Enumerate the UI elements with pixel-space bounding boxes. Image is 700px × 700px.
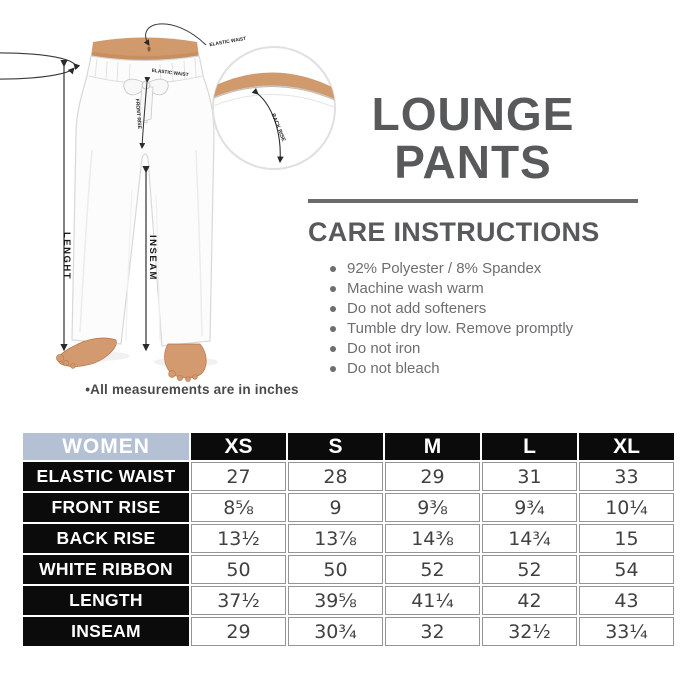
title-line2: PANTS — [394, 136, 552, 188]
size-value-cell: 37½ — [191, 586, 286, 615]
care-item-text: Machine wash warm — [347, 280, 484, 297]
row-label: FRONT RISE — [23, 493, 189, 522]
size-column-header: S — [288, 433, 383, 460]
care-item — [330, 341, 638, 356]
size-value-cell: 30¾ — [288, 617, 383, 646]
feet — [56, 338, 206, 382]
bullet-icon — [330, 366, 336, 372]
size-table-header — [23, 433, 674, 460]
size-value-cell: 50 — [191, 555, 286, 584]
elastic-waist-measure-line — [0, 53, 74, 79]
size-column-header: L — [482, 433, 577, 460]
care-item-text: Do not iron — [347, 340, 421, 357]
size-value-cell: 42 — [482, 586, 577, 615]
size-table-body — [23, 462, 674, 646]
care-item — [330, 321, 638, 336]
care-item — [330, 261, 638, 276]
bullet-icon — [330, 326, 336, 332]
care-item — [330, 361, 638, 376]
table-row — [23, 462, 674, 491]
pants-illustration — [0, 0, 350, 415]
table-row — [23, 524, 674, 553]
size-value-cell: 50 — [288, 555, 383, 584]
navel — [147, 46, 150, 51]
size-value-cell: 10¼ — [579, 493, 674, 522]
size-value-cell: 8⅝ — [191, 493, 286, 522]
table-row — [23, 493, 674, 522]
size-value-cell: 27 — [191, 462, 286, 491]
elastic-waist-callout-label: ELASTIC WAIST — [209, 36, 247, 49]
table-row — [23, 555, 674, 584]
bullet-icon — [330, 286, 336, 292]
size-value-cell: 41¼ — [385, 586, 480, 615]
row-label: LENGTH — [23, 586, 189, 615]
size-value-cell: 33¼ — [579, 617, 674, 646]
size-value-cell: 43 — [579, 586, 674, 615]
info-panel — [308, 90, 638, 381]
size-table — [21, 431, 676, 648]
size-value-cell: 14⅜ — [385, 524, 480, 553]
size-value-cell: 14¾ — [482, 524, 577, 553]
size-column-header: XL — [579, 433, 674, 460]
size-value-cell: 52 — [385, 555, 480, 584]
size-value-cell: 9⅜ — [385, 493, 480, 522]
size-value-cell: 54 — [579, 555, 674, 584]
row-label: BACK RISE — [23, 524, 189, 553]
size-value-cell: 9¾ — [482, 493, 577, 522]
front-rise-label: FRONT RISE — [133, 98, 143, 130]
size-value-cell: 9 — [288, 493, 383, 522]
table-row — [23, 617, 674, 646]
size-column-header: M — [385, 433, 480, 460]
size-value-cell: 31 — [482, 462, 577, 491]
back-rise-label: BACK RISE — [269, 112, 287, 143]
care-item-text: Tumble dry low. Remove promptly — [347, 320, 574, 337]
inseam-label: INSEAM — [147, 235, 158, 281]
length-label: LENGHT — [61, 231, 72, 281]
size-value-cell: 39⅝ — [288, 586, 383, 615]
table-corner-women: WOMEN — [23, 433, 189, 460]
table-row — [23, 586, 674, 615]
bullet-icon — [330, 266, 336, 272]
size-value-cell: 13½ — [191, 524, 286, 553]
elastic-waist-band-label: ELASTIC WAIST — [151, 68, 189, 79]
size-table-header-row — [23, 433, 674, 460]
title-line1: LOUNGE — [371, 88, 575, 140]
size-value-cell: 32½ — [482, 617, 577, 646]
care-heading: CARE INSTRUCTIONS — [308, 217, 600, 247]
row-label: INSEAM — [23, 617, 189, 646]
size-value-cell: 29 — [385, 462, 480, 491]
size-value-cell: 28 — [288, 462, 383, 491]
care-list — [308, 261, 638, 376]
size-value-cell: 29 — [191, 617, 286, 646]
size-value-cell: 13⅞ — [288, 524, 383, 553]
row-label: WHITE RIBBON — [23, 555, 189, 584]
care-item-text: Do not add softeners — [347, 300, 487, 317]
size-column-header: XS — [191, 433, 286, 460]
care-item — [330, 301, 638, 316]
care-item — [330, 281, 638, 296]
title-divider — [308, 199, 638, 203]
size-value-cell: 52 — [482, 555, 577, 584]
row-label: ELASTIC WAIST — [23, 462, 189, 491]
product-title — [308, 90, 638, 186]
front-pants — [72, 56, 214, 346]
size-value-cell: 15 — [579, 524, 674, 553]
measurement-note: •All measurements are in inches — [85, 382, 299, 397]
care-item-text: 92% Polyester / 8% Spandex — [347, 260, 542, 277]
care-item-text: Do not bleach — [347, 360, 440, 377]
bullet-icon — [330, 306, 336, 312]
size-value-cell: 32 — [385, 617, 480, 646]
size-value-cell: 33 — [579, 462, 674, 491]
bullet-icon — [330, 346, 336, 352]
